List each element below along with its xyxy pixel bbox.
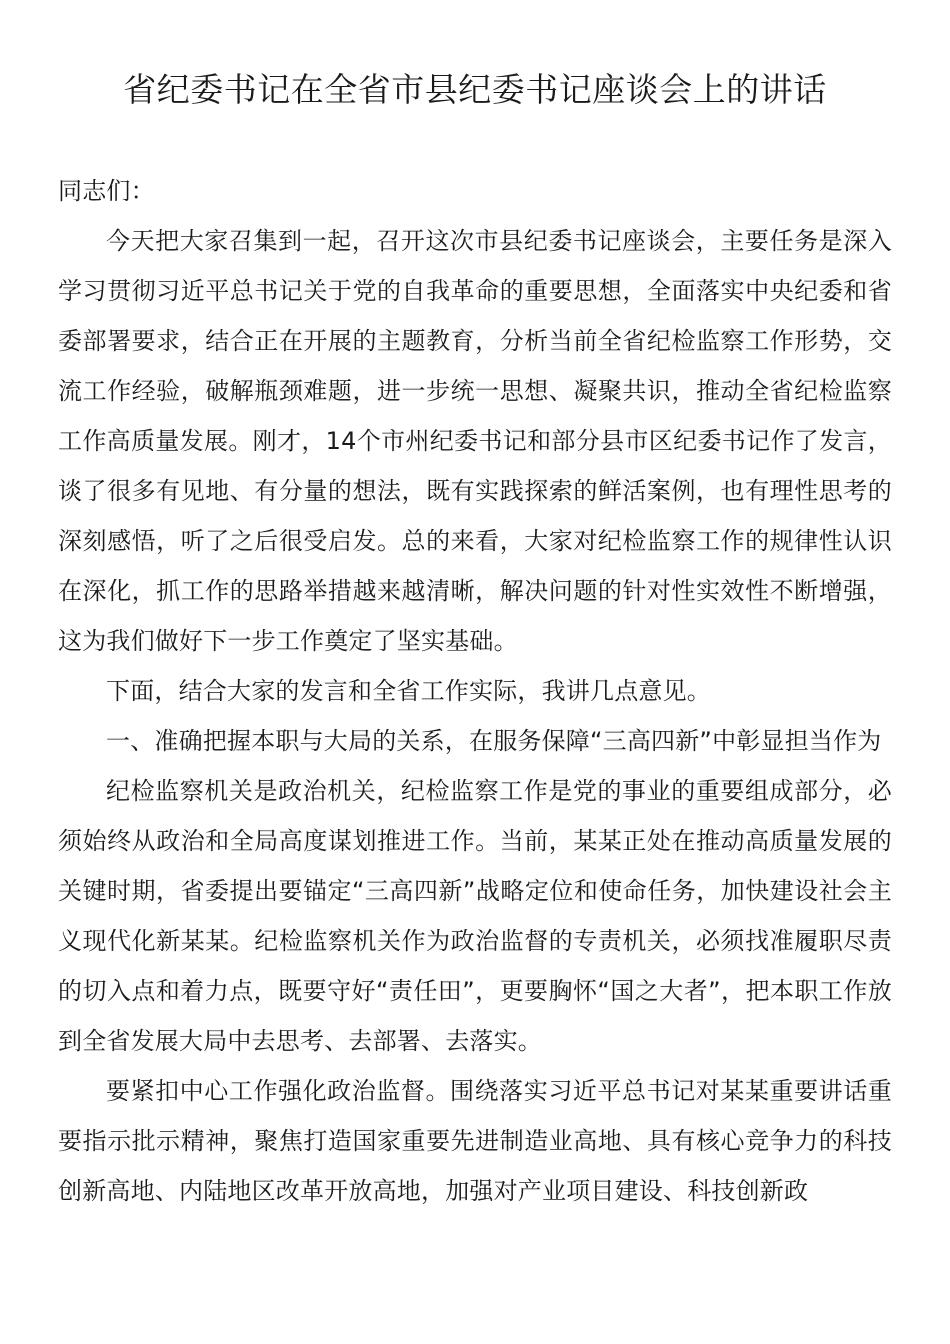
paragraph-political-supervision: 要紧扣中心工作强化政治监督。围绕落实习近平总书记对某某重要讲话重要指示批示精神，聚焦打造国家重要先进制造业高地、具有核心竞争力的科技创新高地、内陆地区改革开放高地，加强对产业项目建设、科技创新政 (58, 1077, 892, 1205)
section-heading-1: 一、准确把握本职与大局的关系，在服务保障“三高四新”中彰显担当作为 (106, 727, 882, 755)
document-title: 省纪委书记在全省市县纪委书记座谈会上的讲话 (123, 70, 827, 109)
salutation: 同志们： (58, 177, 155, 205)
paragraph-section-1-intro: 纪检监察机关是政治机关，纪检监察工作是党的事业的重要组成部分，必须始终从政治和全局高度谋划推进工作。当前，某某正处在推动高质量发展的关键时期，省委提出要锚定“三高四新”战略定位和使命任务，加快建设社会主义现代化新某某。纪检监察机关作为政治监督的专责机关，必须找准履职尽责的切入点和着力点，既要守好“责任田”，更要胸怀“国之大者”，把本职工作放到全省发展大局中去思考、去部署、去落实。 (58, 777, 892, 1055)
document-body (58, 166, 892, 1216)
paragraph-opening: 今天把大家召集到一起，召开这次市县纪委书记座谈会，主要任务是深入学习贯彻习近平总书记关于党的自我革命的重要思想，全面落实中央纪委和省委部署要求，结合正在开展的主题教育，分析当前全省纪检监察工作形势，交流工作经验，破解瓶颈难题，进一步统一思想、凝聚共识，推动全省纪检监察工作高质量发展。刚才，14个市州纪委书记和部分县市区纪委书记作了发言，谈了很多有见地、有分量的想法，既有实践探索的鲜活案例，也有理性思考的深刻感悟，听了之后很受启发。总的来看，大家对纪检监察工作的规律性认识在深化，抓工作的思路举措越来越清晰，解决问题的针对性实效性不断增强，这为我们做好下一步工作奠定了坚实基础。 (58, 227, 892, 655)
paragraph-transition: 下面，结合大家的发言和全省工作实际，我讲几点意见。 (106, 677, 711, 705)
